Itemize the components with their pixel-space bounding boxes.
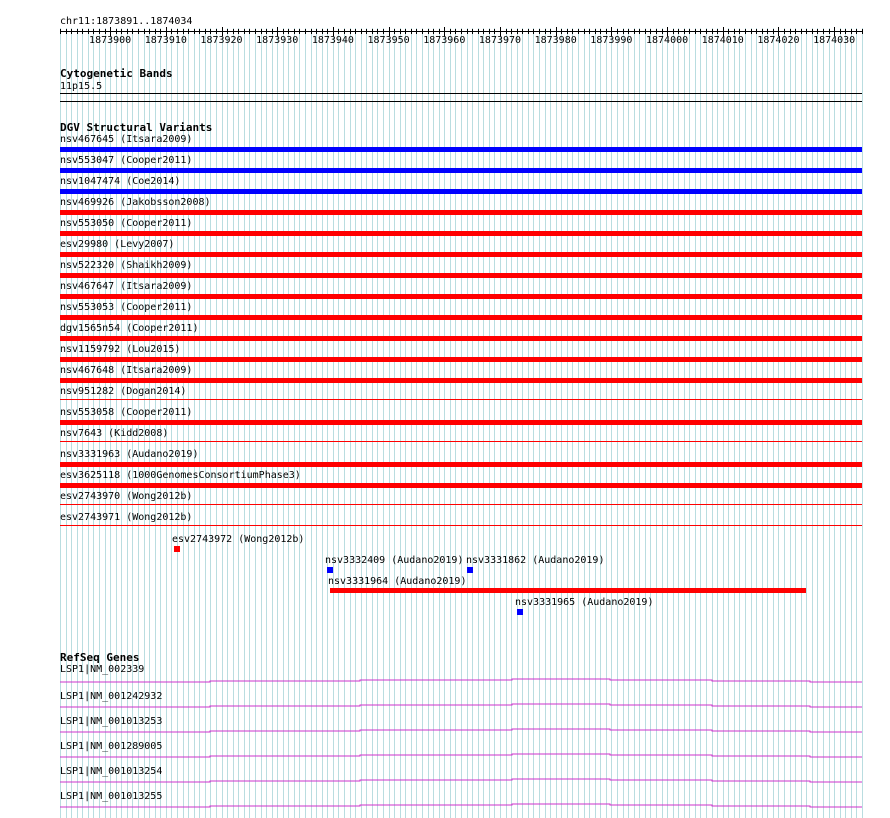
ruler-minor-tick: [823, 29, 824, 34]
ruler-minor-tick: [283, 29, 284, 34]
ruler-minor-tick: [455, 29, 456, 34]
ruler-minor-tick: [700, 29, 701, 34]
ruler-minor-tick: [205, 29, 206, 34]
ruler-minor-tick: [739, 29, 740, 34]
ruler-minor-tick: [745, 29, 746, 34]
ruler-minor-tick: [533, 29, 534, 34]
ruler-minor-tick: [422, 29, 423, 34]
ruler-minor-tick: [416, 29, 417, 34]
ruler-minor-tick: [361, 29, 362, 34]
ruler-minor-tick: [706, 29, 707, 34]
ruler-minor-tick: [88, 29, 89, 34]
ruler-minor-tick: [817, 29, 818, 34]
ruler-minor-tick: [662, 29, 663, 34]
ruler-minor-tick: [383, 29, 384, 34]
ruler-minor-tick: [121, 29, 122, 34]
ruler-minor-tick: [751, 29, 752, 34]
ruler-minor-tick: [127, 29, 128, 34]
refseq-track-title: RefSeq Genes: [60, 651, 140, 664]
variant-bar[interactable]: [60, 357, 862, 362]
ruler-tick-label: 1873960: [423, 35, 466, 46]
variant-bar[interactable]: [60, 483, 862, 488]
ruler-minor-tick: [617, 29, 618, 34]
variant-label[interactable]: esv2743970 (Wong2012b): [60, 491, 193, 502]
ruler-minor-tick: [595, 29, 596, 34]
ruler-minor-tick: [467, 29, 468, 34]
ruler-minor-tick: [650, 29, 651, 34]
variant-label[interactable]: esv29980 (Levy2007): [60, 239, 175, 250]
ruler-minor-tick: [767, 29, 768, 34]
ruler-tick-label: 1873950: [367, 35, 410, 46]
ruler-minor-tick: [856, 29, 857, 34]
variant-label[interactable]: esv2743972 (Wong2012b): [172, 534, 305, 545]
ruler-minor-tick: [93, 29, 94, 34]
variant-label[interactable]: nsv3331964 (Audano2019): [328, 576, 467, 587]
ruler-minor-tick: [539, 29, 540, 34]
variant-bar[interactable]: [60, 147, 862, 152]
ruler-minor-tick: [695, 29, 696, 34]
ruler-minor-tick: [288, 29, 289, 34]
ruler-minor-tick: [249, 29, 250, 34]
ruler-tick-label: 1873900: [89, 35, 132, 46]
gene-model[interactable]: [0, 803, 890, 811]
ruler-minor-tick: [450, 29, 451, 34]
ruler-minor-tick: [506, 29, 507, 34]
variant-label[interactable]: nsv3331965 (Audano2019): [515, 597, 654, 608]
variant-label[interactable]: nsv951282 (Dogan2014): [60, 386, 187, 397]
ruler-minor-tick: [394, 29, 395, 34]
variant-bar[interactable]: [60, 168, 862, 173]
variant-bar[interactable]: [60, 210, 862, 215]
gene-intron-line: [60, 754, 862, 757]
ruler-minor-tick: [645, 29, 646, 34]
ruler-minor-tick: [584, 29, 585, 34]
ruler-minor-tick: [144, 29, 145, 34]
ruler-minor-tick: [266, 29, 267, 34]
ruler-minor-tick: [656, 29, 657, 34]
ruler-minor-tick: [717, 29, 718, 34]
ruler-minor-tick: [545, 29, 546, 34]
variant-bar[interactable]: [60, 462, 862, 467]
ruler-minor-tick: [439, 29, 440, 34]
ruler-minor-tick: [132, 29, 133, 34]
ruler-minor-tick: [338, 29, 339, 34]
gene-label[interactable]: LSP1|NM_001013253: [60, 716, 163, 727]
ruler-tick-label: 1874010: [701, 35, 744, 46]
ruler-minor-tick: [829, 29, 830, 34]
ruler-minor-tick: [199, 29, 200, 34]
ruler-tick-label: 1874030: [813, 35, 856, 46]
ruler-minor-tick: [322, 29, 323, 34]
cytoband-label: 11p15.5: [60, 81, 103, 92]
ruler-minor-tick: [712, 29, 713, 34]
variant-bar[interactable]: [174, 546, 180, 552]
variant-label[interactable]: nsv467647 (Itsara2009): [60, 281, 193, 292]
ruler-minor-tick: [299, 29, 300, 34]
variant-bar[interactable]: [60, 525, 862, 526]
ruler-minor-tick: [483, 29, 484, 34]
variant-label[interactable]: nsv1159792 (Lou2015): [60, 344, 181, 355]
ruler-minor-tick: [160, 29, 161, 34]
ruler-tick-label: 1874000: [645, 35, 689, 46]
variant-bar[interactable]: [60, 315, 862, 320]
gene-label[interactable]: LSP1|NM_001013255: [60, 791, 163, 802]
variant-label[interactable]: nsv553047 (Cooper2011): [60, 155, 193, 166]
ruler-minor-tick: [405, 29, 406, 34]
variant-bar[interactable]: [60, 399, 862, 400]
ruler-minor-tick: [355, 29, 356, 34]
gene-intron-line: [60, 779, 862, 782]
position-label: chr11:1873891..1874034: [60, 16, 193, 27]
dgv-track-title: DGV Structural Variants: [60, 121, 213, 134]
variant-bar[interactable]: [60, 378, 862, 383]
ruler-tick-label: 1873980: [534, 35, 577, 46]
variant-label[interactable]: nsv7643 (Kidd2008): [60, 428, 169, 439]
ruler-minor-tick: [66, 29, 67, 34]
gene-intron-line: [60, 679, 862, 682]
variant-bar[interactable]: [60, 504, 862, 505]
ruler-minor-tick: [305, 29, 306, 34]
ruler-minor-tick: [188, 29, 189, 34]
gene-model[interactable]: [0, 778, 890, 786]
ruler-minor-tick: [567, 29, 568, 34]
variant-label[interactable]: nsv522320 (Shaikh2009): [60, 260, 193, 271]
track-separator: [60, 101, 862, 102]
ruler-minor-tick: [639, 29, 640, 34]
ruler-minor-tick: [578, 29, 579, 34]
variant-bar[interactable]: [60, 336, 862, 341]
ruler-minor-tick: [350, 29, 351, 34]
ruler-minor-tick: [255, 29, 256, 34]
ruler-minor-tick: [461, 29, 462, 34]
ruler-minor-tick: [261, 29, 262, 34]
variant-bar[interactable]: [330, 588, 806, 593]
ruler-minor-tick: [294, 29, 295, 34]
ruler-minor-tick: [116, 29, 117, 34]
variant-label[interactable]: nsv3331862 (Audano2019): [466, 555, 605, 566]
ruler-minor-tick: [572, 29, 573, 34]
variant-label[interactable]: nsv553053 (Cooper2011): [60, 302, 193, 313]
gene-label[interactable]: LSP1|NM_001242932: [60, 691, 163, 702]
ruler-minor-tick: [77, 29, 78, 34]
ruler-minor-tick: [862, 29, 863, 34]
gene-intron-line: [60, 804, 862, 807]
ruler-minor-tick: [272, 29, 273, 34]
ruler-minor-tick: [183, 29, 184, 34]
ruler-minor-tick: [851, 29, 852, 34]
variant-bar[interactable]: [327, 567, 333, 573]
gene-label[interactable]: LSP1|NM_001013254: [60, 766, 163, 777]
ruler-minor-tick: [522, 29, 523, 34]
ruler-minor-tick: [734, 29, 735, 34]
variant-label[interactable]: dgv1565n54 (Cooper2011): [60, 323, 199, 334]
ruler-minor-tick: [194, 29, 195, 34]
ruler-minor-tick: [517, 29, 518, 34]
ruler-minor-tick: [801, 29, 802, 34]
gene-model[interactable]: [0, 753, 890, 761]
ruler-minor-tick: [411, 29, 412, 34]
ruler-tick-label: 1873920: [200, 35, 243, 46]
ruler-minor-tick: [344, 29, 345, 34]
ruler-minor-tick: [589, 29, 590, 34]
variant-label[interactable]: nsv1047474 (Coe2014): [60, 176, 181, 187]
ruler-minor-tick: [728, 29, 729, 34]
gene-model[interactable]: [0, 678, 890, 686]
ruler-minor-tick: [528, 29, 529, 34]
variant-label[interactable]: nsv3331963 (Audano2019): [60, 449, 199, 460]
variant-label[interactable]: nsv3332409 (Audano2019): [325, 555, 464, 566]
ruler-minor-tick: [762, 29, 763, 34]
variant-bar[interactable]: [60, 273, 862, 278]
ruler-minor-tick: [472, 29, 473, 34]
ruler-minor-tick: [628, 29, 629, 34]
cytoband-line: [60, 93, 862, 94]
variant-bar[interactable]: [60, 294, 862, 299]
gene-label[interactable]: LSP1|NM_002339: [60, 664, 145, 675]
ruler-tick-label: 1873930: [256, 35, 299, 46]
ruler-minor-tick: [244, 29, 245, 34]
ruler-minor-tick: [478, 29, 479, 34]
ruler-minor-tick: [177, 29, 178, 34]
ruler-minor-tick: [684, 29, 685, 34]
ruler-minor-tick: [99, 29, 100, 34]
variant-bar[interactable]: [60, 420, 862, 425]
variant-label[interactable]: nsv553058 (Cooper2011): [60, 407, 193, 418]
ruler-minor-tick: [790, 29, 791, 34]
ruler-minor-tick: [433, 29, 434, 34]
variant-bar[interactable]: [60, 189, 862, 194]
ruler-minor-tick: [689, 29, 690, 34]
ruler-minor-tick: [561, 29, 562, 34]
ruler-minor-tick: [105, 29, 106, 34]
variant-label[interactable]: nsv467648 (Itsara2009): [60, 365, 193, 376]
ruler-minor-tick: [311, 29, 312, 34]
ruler-minor-tick: [795, 29, 796, 34]
gene-model[interactable]: [0, 728, 890, 736]
ruler-minor-tick: [366, 29, 367, 34]
variant-label[interactable]: esv2743971 (Wong2012b): [60, 512, 193, 523]
ruler-tick-label: 1873990: [590, 35, 633, 46]
ruler-minor-tick: [511, 29, 512, 34]
variant-label[interactable]: nsv469926 (Jakobsson2008): [60, 197, 211, 208]
ruler-minor-tick: [155, 29, 156, 34]
ruler-minor-tick: [606, 29, 607, 34]
ruler-minor-tick: [634, 29, 635, 34]
ruler-minor-tick: [149, 29, 150, 34]
variant-bar[interactable]: [60, 441, 862, 442]
ruler-minor-tick: [845, 29, 846, 34]
variant-bar[interactable]: [60, 231, 862, 236]
gene-intron-line: [60, 704, 862, 707]
variant-bar[interactable]: [467, 567, 473, 573]
ruler-minor-tick: [372, 29, 373, 34]
ruler-minor-tick: [400, 29, 401, 34]
ruler-minor-tick: [840, 29, 841, 34]
gene-label[interactable]: LSP1|NM_001289005: [60, 741, 163, 752]
ruler-minor-tick: [428, 29, 429, 34]
ruler-minor-tick: [227, 29, 228, 34]
ruler-minor-tick: [773, 29, 774, 34]
ruler-minor-tick: [316, 29, 317, 34]
ruler-minor-tick: [494, 29, 495, 34]
ruler-minor-tick: [71, 29, 72, 34]
ruler-minor-tick: [756, 29, 757, 34]
ruler-minor-tick: [60, 29, 61, 34]
ruler-minor-tick: [812, 29, 813, 34]
variant-label[interactable]: esv3625118 (1000GenomesConsortiumPhase3): [60, 470, 301, 481]
ruler-minor-tick: [806, 29, 807, 34]
variant-label[interactable]: nsv467645 (Itsara2009): [60, 134, 193, 145]
ruler-minor-tick: [171, 29, 172, 34]
ruler-minor-tick: [327, 29, 328, 34]
ruler-tick-label: 1873970: [478, 35, 522, 46]
ruler-minor-tick: [784, 29, 785, 34]
ruler-minor-tick: [377, 29, 378, 34]
variant-bar[interactable]: [60, 252, 862, 257]
ruler-minor-tick: [600, 29, 601, 34]
ruler-tick-label: 1874020: [757, 35, 800, 46]
variant-bar[interactable]: [517, 609, 523, 615]
ruler-minor-tick: [489, 29, 490, 34]
ruler-minor-tick: [623, 29, 624, 34]
ruler-minor-tick: [138, 29, 139, 34]
ruler-minor-tick: [238, 29, 239, 34]
ruler-tick-label: 1873910: [144, 35, 187, 46]
cytoband-track-title: Cytogenetic Bands: [60, 67, 173, 80]
ruler-minor-tick: [82, 29, 83, 34]
ruler-minor-tick: [678, 29, 679, 34]
ruler-minor-tick: [550, 29, 551, 34]
gene-intron-line: [60, 729, 862, 732]
ruler-tick-label: 1873940: [311, 35, 354, 46]
ruler-minor-tick: [216, 29, 217, 34]
ruler-minor-tick: [210, 29, 211, 34]
gene-model[interactable]: [0, 703, 890, 711]
ruler-minor-tick: [673, 29, 674, 34]
variant-label[interactable]: nsv553050 (Cooper2011): [60, 218, 193, 229]
ruler-minor-tick: [233, 29, 234, 34]
